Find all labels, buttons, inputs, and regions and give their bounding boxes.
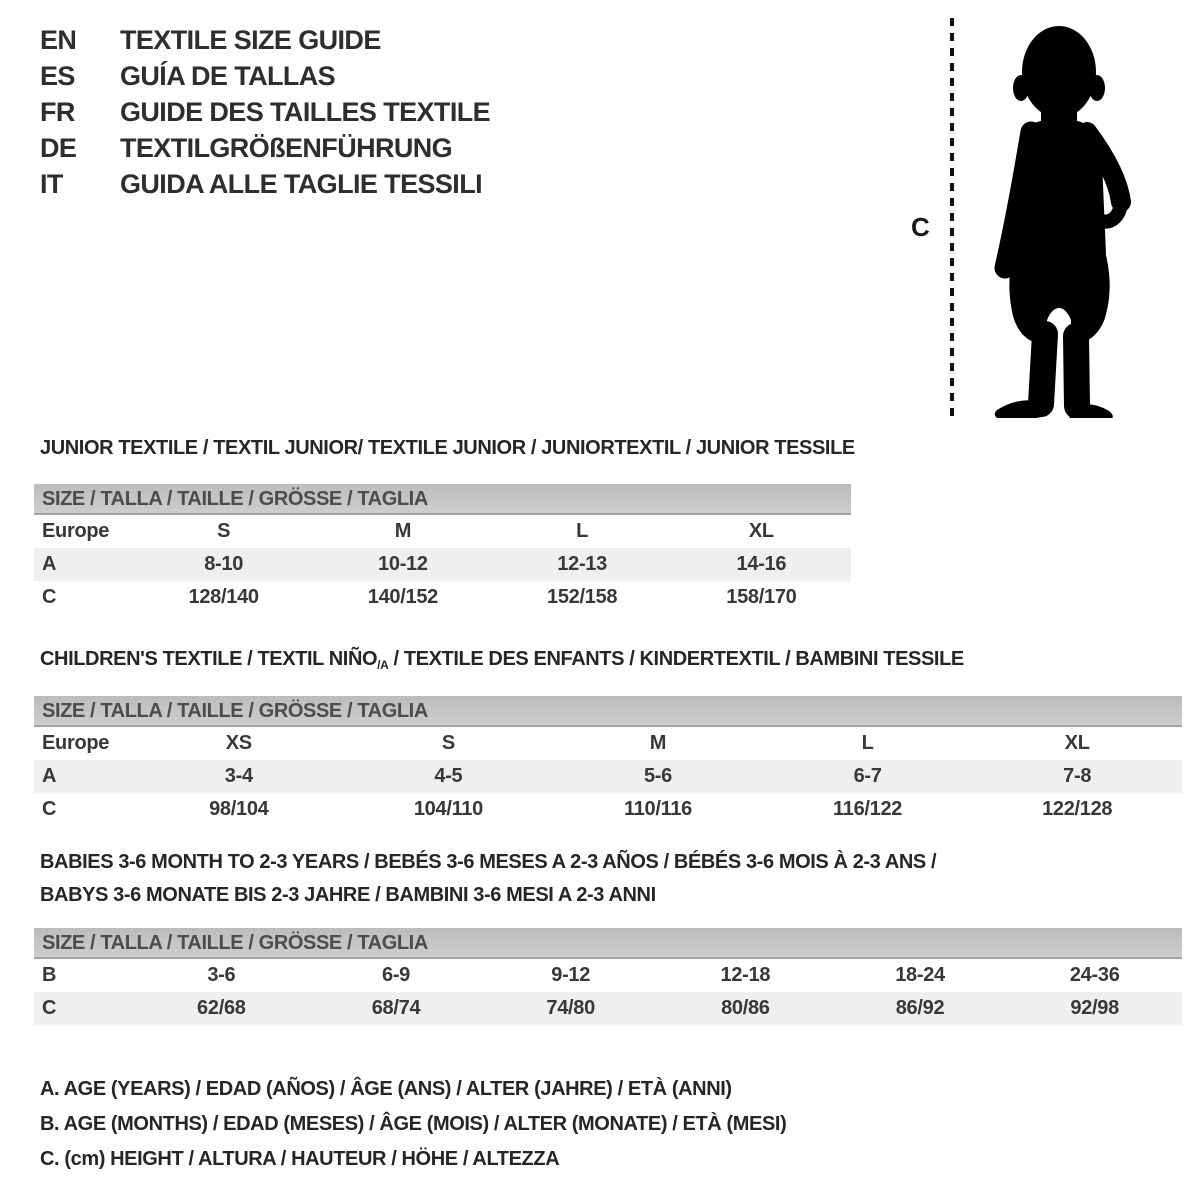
language-title: TEXTILE SIZE GUIDE bbox=[120, 25, 381, 55]
table-cell: 152/158 bbox=[547, 586, 618, 608]
language-title: GUÍA DE TALLAS bbox=[120, 61, 336, 91]
note-age-years: A. AGE (YEARS) / EDAD (AÑOS) / ÂGE (ANS) / ALTER (JAHRE) / ETÀ (ANNI) bbox=[40, 1078, 732, 1100]
table-cell: 3-6 bbox=[207, 964, 236, 986]
table-cell: 122/128 bbox=[1042, 798, 1113, 820]
babies-title-line2: BABYS 3-6 MONATE BIS 2-3 JAHRE / BAMBINI 3-6 MESI A 2-3 ANNI bbox=[40, 884, 656, 906]
table-cell: 158/170 bbox=[726, 586, 797, 608]
row-label: Europe bbox=[42, 732, 110, 754]
language-code: EN bbox=[40, 25, 77, 55]
table-cell: L bbox=[861, 732, 874, 754]
row-label: Europe bbox=[42, 520, 110, 542]
table-cell: 128/140 bbox=[188, 586, 259, 608]
table-row bbox=[34, 992, 1182, 1025]
table-cell: 110/116 bbox=[623, 798, 692, 820]
row-label: C bbox=[42, 997, 57, 1019]
babies-section-title bbox=[40, 846, 936, 912]
table-cell: M bbox=[394, 520, 412, 542]
table-cell: L bbox=[576, 520, 589, 542]
measure-c-label: C bbox=[911, 212, 930, 242]
row-label: B bbox=[42, 964, 57, 986]
table-cell: 14-16 bbox=[736, 553, 787, 575]
table-row bbox=[34, 959, 1182, 992]
table-cell: 98/104 bbox=[209, 798, 269, 820]
table-cell: XL bbox=[748, 520, 774, 542]
table-cell: 80/86 bbox=[721, 997, 770, 1019]
height-measure-dashed-line bbox=[950, 18, 954, 416]
table-cell: XS bbox=[225, 732, 252, 754]
children-size-table bbox=[34, 696, 1182, 826]
table-row bbox=[34, 581, 851, 614]
table-cell: 24-36 bbox=[1069, 964, 1120, 986]
row-label: A bbox=[42, 553, 57, 575]
size-header-bar: SIZE / TALLA / TAILLE / GRÖSSE / TAGLIA bbox=[34, 928, 1182, 959]
language-title-list bbox=[40, 22, 490, 202]
babies-title-line1: BABIES 3-6 MONTH TO 2-3 YEARS / BEBÉS 3-6 MESES A 2-3 AÑOS / BÉBÉS 3-6 MOIS À 2-3 ANS / bbox=[40, 851, 937, 873]
language-code: DE bbox=[40, 133, 77, 163]
language-code: IT bbox=[40, 169, 63, 199]
list-item bbox=[40, 58, 490, 94]
table-cell: 9-12 bbox=[551, 964, 591, 986]
table-cell: 7-8 bbox=[1063, 765, 1092, 787]
table-cell: 6-9 bbox=[382, 964, 411, 986]
table-cell: 5-6 bbox=[643, 765, 672, 787]
children-section-title bbox=[40, 648, 964, 672]
table-cell: S bbox=[441, 732, 455, 754]
language-code: FR bbox=[40, 97, 75, 127]
size-header-bar: SIZE / TALLA / TAILLE / GRÖSSE / TAGLIA bbox=[34, 696, 1182, 727]
list-item bbox=[40, 130, 490, 166]
legend-notes bbox=[40, 1072, 786, 1177]
junior-section-title: JUNIOR TEXTILE / TEXTIL JUNIOR/ TEXTILE JUNIOR / JUNIORTEXTIL / JUNIOR TESSILE bbox=[40, 437, 855, 459]
table-row bbox=[34, 760, 1182, 793]
table-row bbox=[34, 727, 1182, 760]
table-cell: 62/68 bbox=[197, 997, 246, 1019]
row-label: C bbox=[42, 586, 57, 608]
table-row bbox=[34, 793, 1182, 826]
size-header-bar: SIZE / TALLA / TAILLE / GRÖSSE / TAGLIA bbox=[34, 484, 851, 515]
table-cell: 12-18 bbox=[720, 964, 771, 986]
table-cell: 74/80 bbox=[546, 997, 595, 1019]
children-title-prefix: CHILDREN'S TEXTILE / TEXTIL NIÑO bbox=[40, 648, 378, 670]
list-item bbox=[40, 22, 490, 58]
list-item bbox=[40, 94, 490, 130]
junior-size-table bbox=[34, 484, 851, 614]
table-cell: 12-13 bbox=[557, 553, 607, 575]
height-measure-figure bbox=[903, 14, 1193, 428]
row-label: C bbox=[42, 798, 57, 820]
table-cell: 92/98 bbox=[1070, 997, 1119, 1019]
table-cell: 18-24 bbox=[895, 964, 945, 986]
list-item bbox=[40, 166, 490, 202]
table-cell: 104/110 bbox=[413, 798, 483, 820]
table-cell: S bbox=[217, 520, 231, 542]
language-title: TEXTILGRÖßENFÜHRUNG bbox=[120, 133, 453, 163]
table-cell: 6-7 bbox=[853, 765, 882, 787]
table-row bbox=[34, 515, 851, 548]
table-cell: XL bbox=[1064, 732, 1090, 754]
language-code: ES bbox=[40, 61, 75, 91]
toddler-silhouette bbox=[975, 18, 1140, 418]
babies-size-table bbox=[34, 928, 1182, 1025]
table-cell: 140/152 bbox=[367, 586, 438, 608]
table-cell: 4-5 bbox=[434, 765, 463, 787]
row-label: A bbox=[42, 765, 57, 787]
table-cell: M bbox=[649, 732, 667, 754]
table-cell: 10-12 bbox=[378, 553, 428, 575]
table-row bbox=[34, 548, 851, 581]
table-cell: 8-10 bbox=[204, 553, 244, 575]
note-height-cm: C. (cm) HEIGHT / ALTURA / HAUTEUR / HÖHE / ALTEZZA bbox=[40, 1148, 560, 1170]
table-cell: 3-4 bbox=[224, 765, 253, 787]
table-cell: 86/92 bbox=[895, 997, 945, 1019]
language-title: GUIDE DES TAILLES TEXTILE bbox=[120, 97, 491, 127]
children-title-suffix: / TEXTILE DES ENFANTS / KINDERTEXTIL / BAMBINI TESSILE bbox=[388, 648, 964, 670]
children-title-subscript: /A bbox=[377, 658, 389, 672]
table-cell: 68/74 bbox=[371, 997, 421, 1019]
table-cell: 116/122 bbox=[833, 798, 903, 820]
note-age-months: B. AGE (MONTHS) / EDAD (MESES) / ÂGE (MOIS) / ALTER (MONATE) / ETÀ (MESI) bbox=[40, 1113, 787, 1135]
language-title: GUIDA ALLE TAGLIE TESSILI bbox=[120, 169, 482, 199]
